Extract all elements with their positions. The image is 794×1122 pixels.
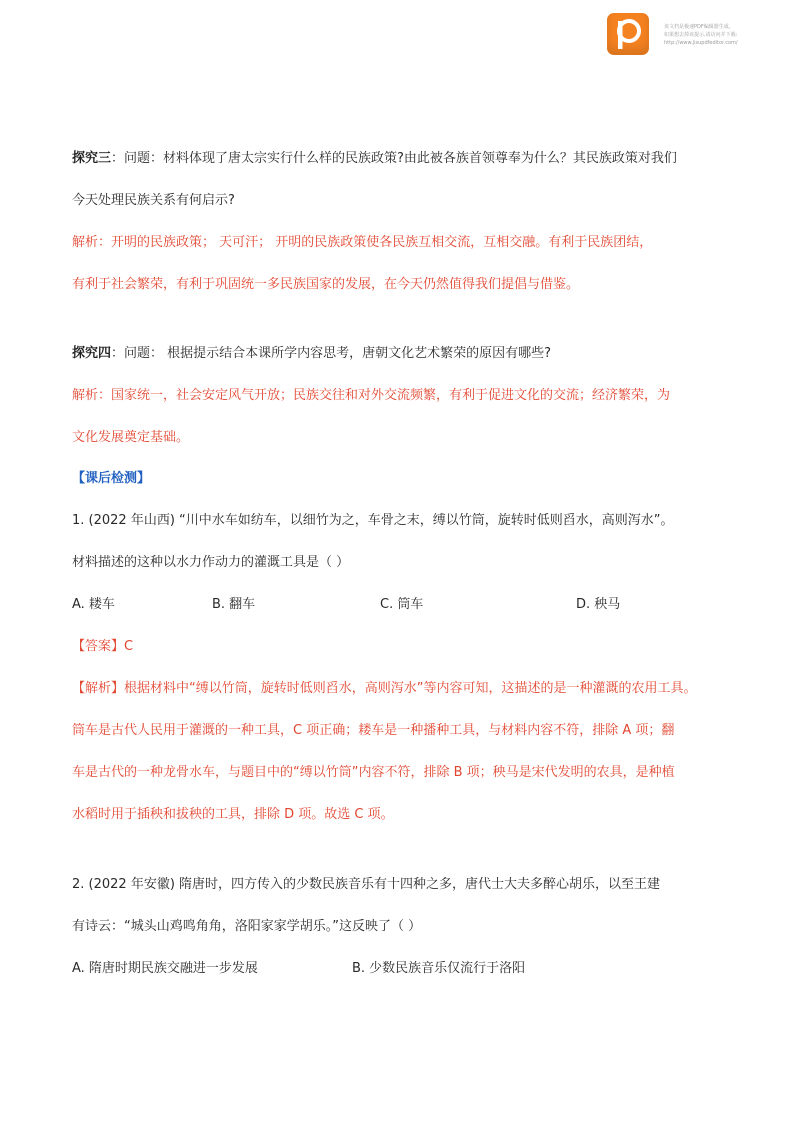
- pdf-editor-logo-icon: [607, 13, 649, 55]
- q1-option-c: C. 筒车: [380, 597, 424, 612]
- q1-answer: 【答案】C: [72, 639, 134, 654]
- q2-option-a: A. 隋唐时期民族交融进一步发展: [72, 961, 258, 976]
- check-section-title: 【课后检测】: [72, 471, 151, 486]
- q1-analysis-line-1: [72, 681, 697, 697]
- sec4-question-line-1: [72, 346, 551, 362]
- q1-analysis-text-1: 根据材料中“缚以竹筒，旋转时低则舀水，高则泻水”等内容可知，这描述的是一种灌溉的农用工具。: [124, 681, 697, 696]
- sec3-answer-line-1: 解析：开明的民族政策； 天可汗； 开明的民族政策使各民族互相交流，互相交融。有利于民族团结，: [72, 235, 653, 250]
- sec4-question-text: ：问题： 根据提示结合本课所学内容思考，唐朝文化艺术繁荣的原因有哪些?: [111, 346, 552, 361]
- sec3-label: 探究三: [72, 151, 112, 166]
- watermark-line-1: 该文档是极速PDF编辑器生成,: [664, 24, 731, 30]
- watermark-line-2: 如果想去掉该提示,请访问并下载:: [664, 32, 738, 38]
- sec4-answer-line-2: 文化发展奠定基础。: [72, 430, 190, 445]
- sec3-question-line-2: 今天处理民族关系有何启示?: [72, 193, 235, 208]
- sec3-answer-line-2: 有利于社会繁荣，有利于巩固统一多民族国家的发展，在今天仍然值得我们提倡与借鉴。: [72, 277, 580, 292]
- watermark: [607, 13, 789, 57]
- q2-stem-line-1: 2. (2022 年安徽) 隋唐时，四方传入的少数民族音乐有十四种之多，唐代士大夫多醉心胡乐，以至王建: [72, 877, 661, 892]
- sec4-answer-line-1: 解析：国家统一，社会安定风气开放；民族交往和对外交流频繁，有利于促进文化的交流；经济繁荣，为: [72, 388, 671, 403]
- q1-analysis-line-3: 车是古代的一种龙骨水车，与题目中的“缚以竹筒”内容不符，排除 B 项；秧马是宋代发明的农具，是种植: [72, 765, 675, 780]
- sec4-label: 探究四: [72, 346, 112, 361]
- sec3-question-line-1: [72, 151, 677, 167]
- watermark-text: [664, 23, 792, 47]
- q1-analysis-tag: 【解析】: [72, 681, 125, 696]
- sec3-question-text: ：问题：材料体现了唐太宗实行什么样的民族政策?由此被各族首领尊奉为什么？其民族政策对我们: [111, 151, 677, 166]
- q1-option-b: B. 翻车: [212, 597, 256, 612]
- q1-stem-line-1: 1. (2022 年山西) “川中水车如纺车，以细竹为之，车骨之末，缚以竹筒，旋转时低则舀水，高则泻水”。: [72, 513, 674, 528]
- q1-option-d: D. 秧马: [576, 597, 621, 612]
- q1-analysis-line-2: 筒车是古代人民用于灌溉的一种工具，C 项正确；耧车是一种播种工具，与材料内容不符，排除 A 项；翻: [72, 723, 675, 738]
- q1-option-a: A. 耧车: [72, 597, 115, 612]
- watermark-line-3: http://www.jisupdfeditor.com/: [664, 40, 738, 46]
- q2-stem-line-2: 有诗云：“城头山鸡鸣角角，洛阳家家学胡乐。”这反映了（ ）: [72, 919, 422, 934]
- q1-analysis-line-4: 水稻时用于插秧和拔秧的工具，排除 D 项。故选 C 项。: [72, 807, 394, 822]
- q2-option-b: B. 少数民族音乐仅流行于洛阳: [352, 961, 526, 976]
- q1-stem-line-2: 材料描述的这种以水力作动力的灌溉工具是（ ）: [72, 555, 350, 570]
